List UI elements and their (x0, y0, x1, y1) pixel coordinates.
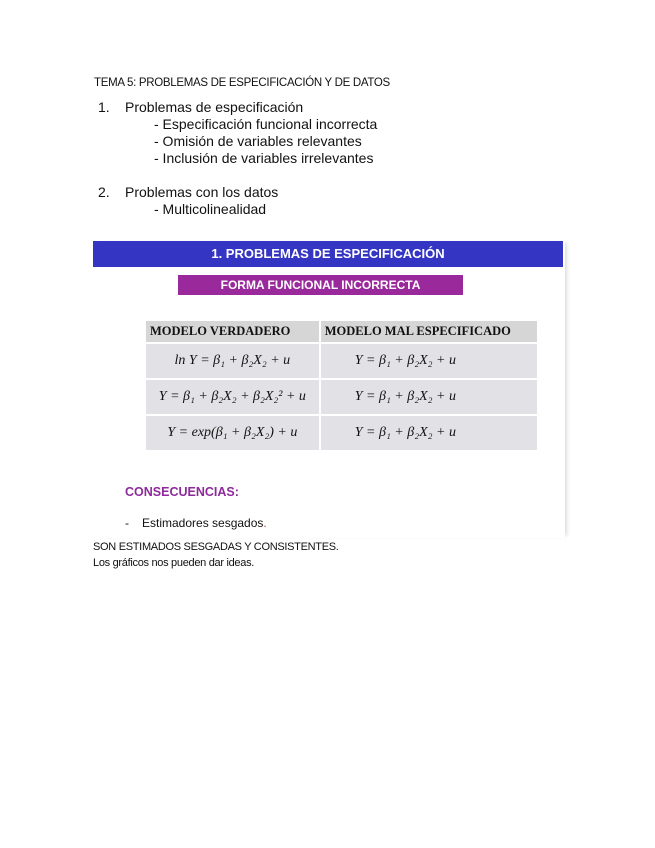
misspecified-model-cell: Y = β₁ + β₂X₂ + u (320, 415, 538, 450)
outline-subitem: - Multicolinealidad (154, 201, 267, 217)
consequence-period: . (263, 516, 267, 530)
outline-item-2 (98, 184, 377, 201)
slide-subtitle: FORMA FUNCIONAL INCORRECTA (178, 275, 463, 295)
outline-subitem: - Omisión de variables relevantes (154, 133, 362, 149)
consequence-text: Estimadores sesgados (142, 516, 264, 530)
note-line-2: Los gráficos nos pueden dar ideas. (93, 557, 255, 569)
consequence-item (125, 516, 267, 530)
consequences-title: CONSECUENCIAS: (125, 485, 239, 499)
note-line-1: SON ESTIMADOS SESGADAS Y CONSISTENTES. (93, 541, 339, 553)
models-table (146, 321, 539, 450)
outline-text: Problemas con los datos (125, 184, 279, 200)
true-model-cell: ln Y = β₁ + β₂X₂ + u (146, 343, 320, 379)
bullet-dash: - (125, 516, 129, 530)
slide-banner: 1. PROBLEMAS DE ESPECIFICACIÓN (93, 241, 563, 267)
outline-number: 1. (98, 99, 110, 115)
true-model-cell: Y = exp(β₁ + β₂X₂) + u (146, 415, 320, 450)
header-misspecified-model: MODELO MAL ESPECIFICADO (320, 321, 538, 343)
outline-number: 2. (98, 184, 110, 200)
true-model-cell: Y = β₁ + β₂X₂ + β₂X₂² + u (146, 379, 320, 415)
header-true-model: MODELO VERDADERO (146, 321, 320, 343)
table-header-row (146, 321, 538, 343)
table-row (146, 343, 538, 379)
outline-subitem: - Inclusión de variables irrelevantes (154, 150, 374, 166)
misspecified-model-cell: Y = β₁ + β₂X₂ + u (320, 343, 538, 379)
outline-text: Problemas de especificación (125, 99, 304, 115)
outline-item-1 (98, 99, 377, 116)
outline-subitem: - Especificación funcional incorrecta (154, 116, 378, 132)
table-row (146, 379, 538, 415)
page-heading: TEMA 5: PROBLEMAS DE ESPECIFICACIÓN Y DE DATOS (94, 77, 390, 89)
misspecified-model-cell: Y = β₁ + β₂X₂ + u (320, 379, 538, 415)
table-row (146, 415, 538, 450)
outline-list (98, 99, 377, 218)
slide-image (93, 241, 565, 538)
